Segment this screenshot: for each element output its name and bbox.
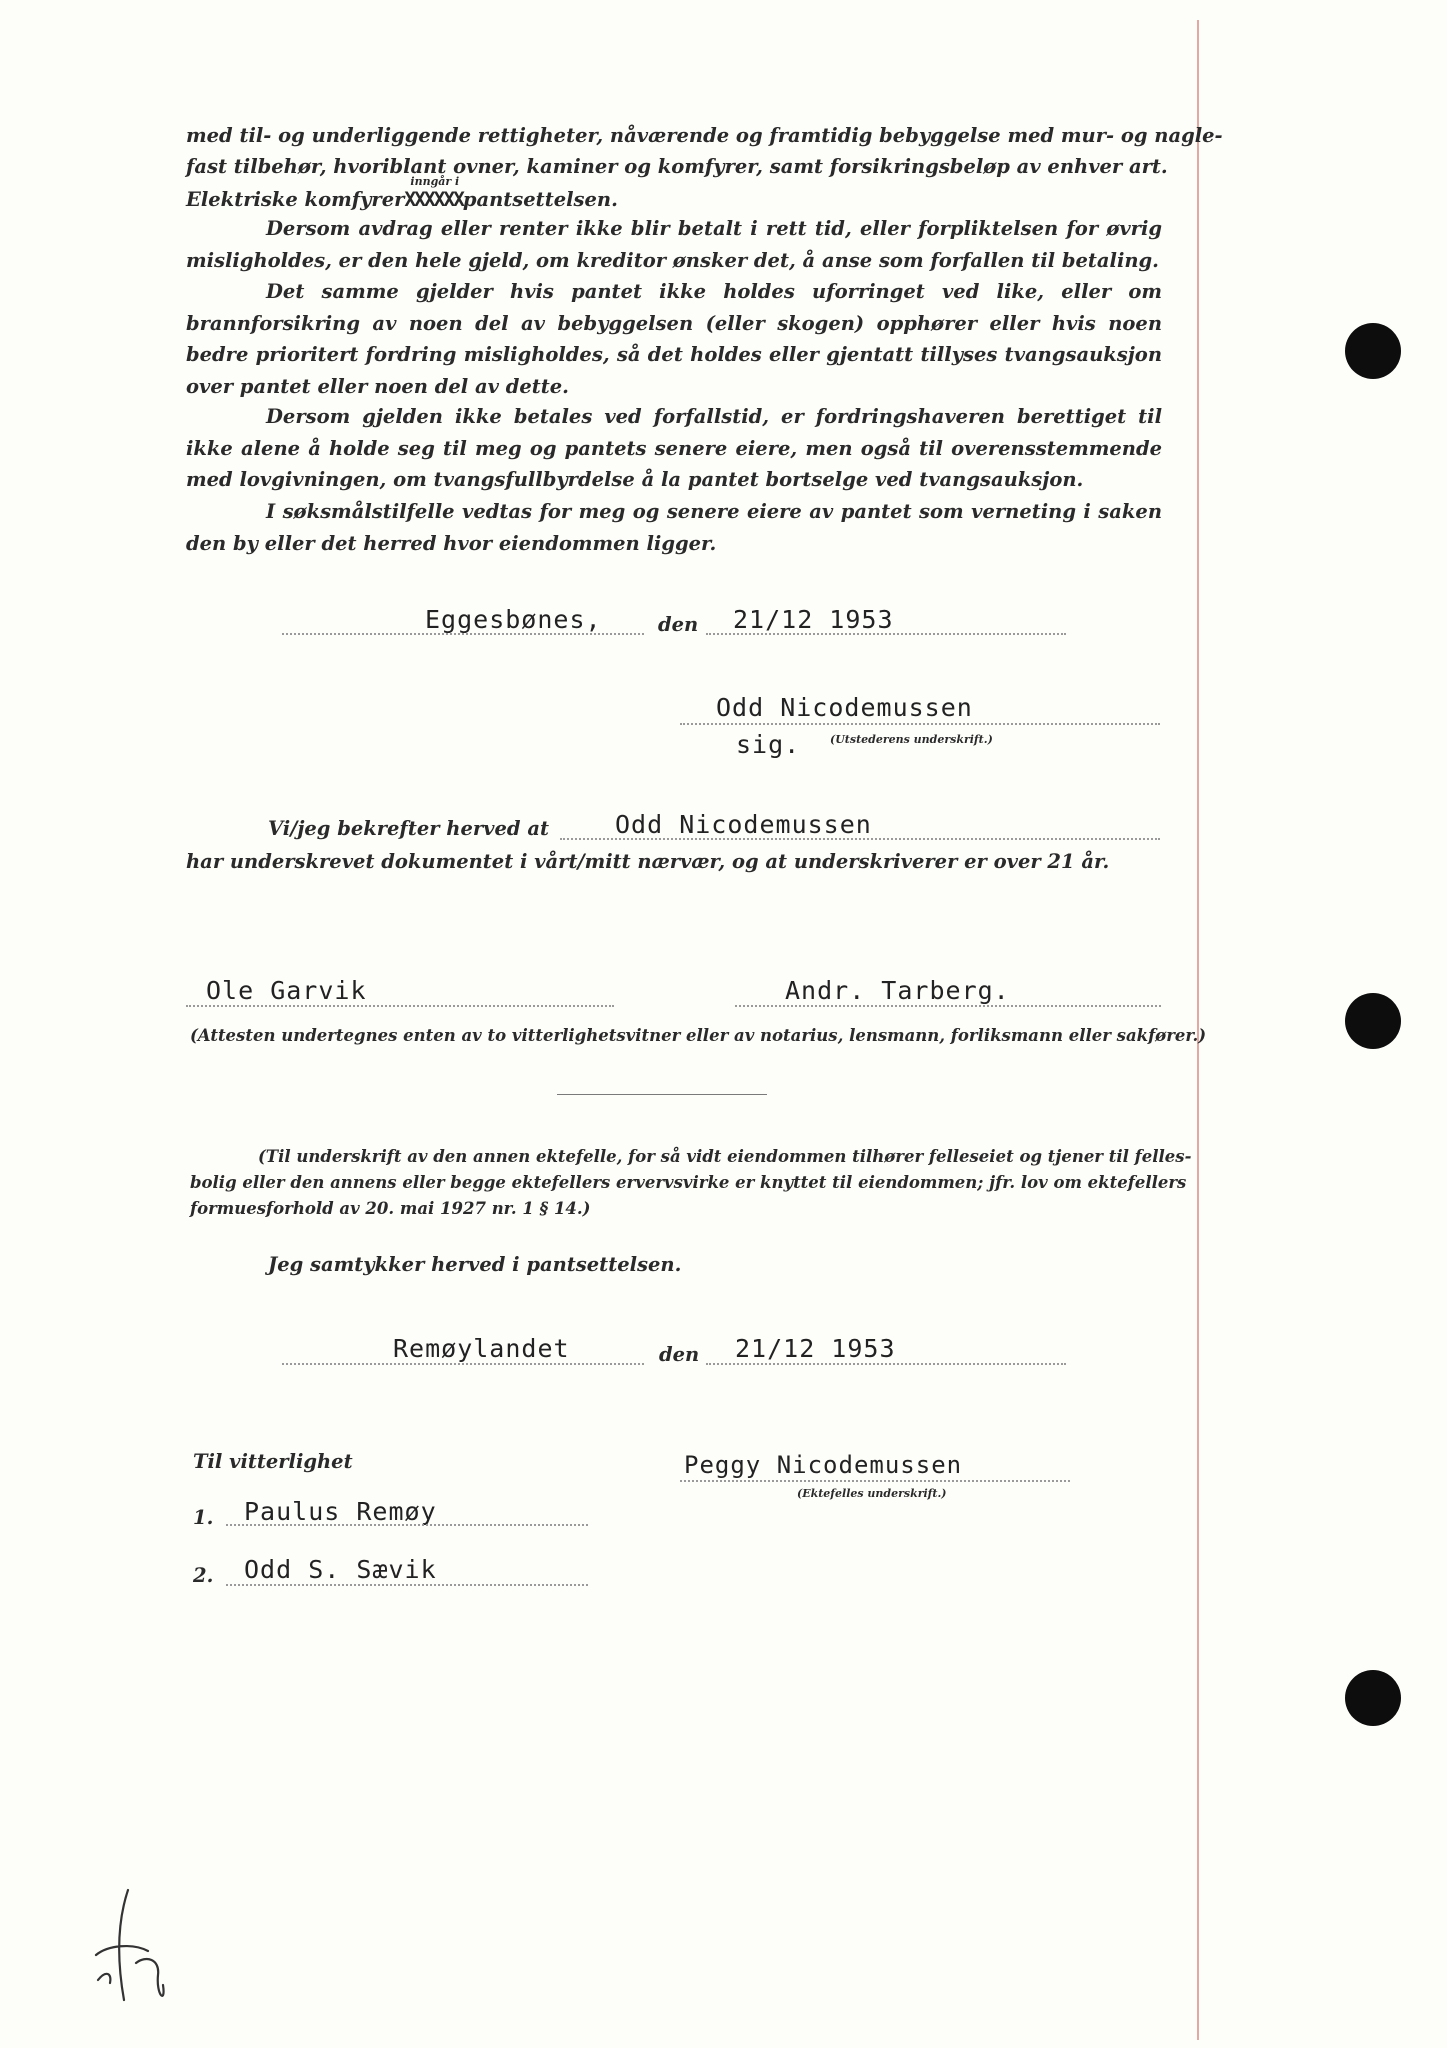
punch-hole-1 <box>1345 323 1401 379</box>
confirmation-line <box>560 838 1160 840</box>
issuer-caption: (Utstederens underskrift.) <box>830 733 993 746</box>
issuer-sig: sig. <box>736 730 801 759</box>
struck-text: XXXXXX <box>404 188 463 211</box>
body-paragraph-5: I søksmålstilfelle vedtas for meg og senere eiere av pantet som verneting i saken den by eller det herred hvor eiendommen ligger. <box>186 500 1162 555</box>
body-paragraph-4: Dersom gjelden ikke betales ved forfallstid, er fordringshaveren berettiget til ikke alene å holde seg til meg og pantets senere eiere, men også til overensstemmende med lovgivningen, om tvangsfullbyrdelse å la pantet bortselge ved tvangsauksjon. <box>186 405 1162 491</box>
handwritten-initials <box>88 1885 178 2015</box>
punch-hole-3 <box>1345 1670 1401 1726</box>
inserted-text: inngår i <box>410 175 460 188</box>
spouse-note-line2: bolig eller den annens eller begge ektefellers ervervsvirke er knyttet til eiendommen; jfr. lov om ektefellers <box>190 1173 1187 1192</box>
spouse-note-line1: (Til underskrift av den annen ektefelle, for så vidt eiendommen tilhører felleseiet og tjener til felles- <box>258 1147 1192 1166</box>
witness-line-2 <box>735 1005 1161 1007</box>
witness-note: (Attesten undertegnes enten av to vitterlighetsvitner eller av notarius, lensmann, forliksmann eller sakfører.) <box>190 1026 1207 1045</box>
place-1: Eggesbønes, <box>425 605 602 634</box>
vitterlighet-line-1 <box>226 1524 588 1526</box>
til-vitterlighet-label: Til vitterlighet <box>193 1450 353 1473</box>
body-p1-line2: fast tilbehør, hvoriblant ovner, kaminer og komfyrer, samt forsikringsbeløp av enhver art. <box>186 155 1168 178</box>
confirmation-prefix: Vi/jeg bekrefter herved at <box>268 817 549 840</box>
vitterlighet-witness-1: Paulus Remøy <box>244 1497 437 1526</box>
issuer-name: Odd Nicodemussen <box>716 693 973 722</box>
body-paragraph-2: Dersom avdrag eller renter ikke blir betalt i rett tid, eller forpliktelsen for øvrig misligholdes, er den hele gjeld, om kreditor ønsker det, å anse som forfallen til betaling. <box>186 217 1162 272</box>
spouse-caption: (Ektefelles underskrift.) <box>797 1487 947 1500</box>
witness-line-1 <box>186 1005 614 1007</box>
separator-rule <box>557 1094 767 1095</box>
vitterlighet-line-2 <box>226 1584 588 1586</box>
date-2: 21/12 1953 <box>735 1334 896 1363</box>
date-1: 21/12 1953 <box>733 605 894 634</box>
vitterlighet-witness-2: Odd S. Sævik <box>244 1555 437 1584</box>
date-line-2 <box>706 1363 1066 1365</box>
confirmation-name: Odd Nicodemussen <box>615 810 872 839</box>
witness-number-2: 2. <box>193 1564 214 1587</box>
consent-text: Jeg samtykker herved i pantsettelsen. <box>268 1253 682 1276</box>
den-label-2: den <box>659 1343 700 1366</box>
punch-hole-2 <box>1345 993 1401 1049</box>
den-label-1: den <box>658 613 699 636</box>
place-2: Remøylandet <box>393 1334 570 1363</box>
witness-2: Andr. Tarberg. <box>785 976 1010 1005</box>
issuer-line <box>680 723 1160 725</box>
spouse-name: Peggy Nicodemussen <box>684 1451 963 1479</box>
witness-number-1: 1. <box>193 1506 214 1529</box>
body-p1-line3 <box>186 175 618 211</box>
body-p1-line3b: pantsettelsen. <box>462 188 618 211</box>
confirmation-line2: har underskrevet dokumentet i vårt/mitt nærvær, og at underskriverer er over 21 år. <box>186 850 1110 873</box>
witness-1: Ole Garvik <box>206 976 367 1005</box>
body-p1-line3a: Elektriske komfyrer <box>186 188 405 211</box>
body-p1-line1: med til- og underliggende rettigheter, nåværende og framtidig bebyggelse med mur- og nagle- <box>186 124 1223 147</box>
spouse-line <box>680 1480 1070 1482</box>
spouse-note-line3: formuesforhold av 20. mai 1927 nr. 1 § 14.) <box>190 1199 591 1218</box>
body-paragraph-3: Det samme gjelder hvis pantet ikke holdes uforringet ved like, eller om brannforsikring av noen del av bebyggelsen (eller skogen) opphører eller hvis noen bedre prioritert fordring misligholdes, så det holdes eller gjentatt tillyses tvangsauksjon over pantet eller noen del av dette. <box>186 280 1162 398</box>
place-line-2 <box>282 1363 644 1365</box>
